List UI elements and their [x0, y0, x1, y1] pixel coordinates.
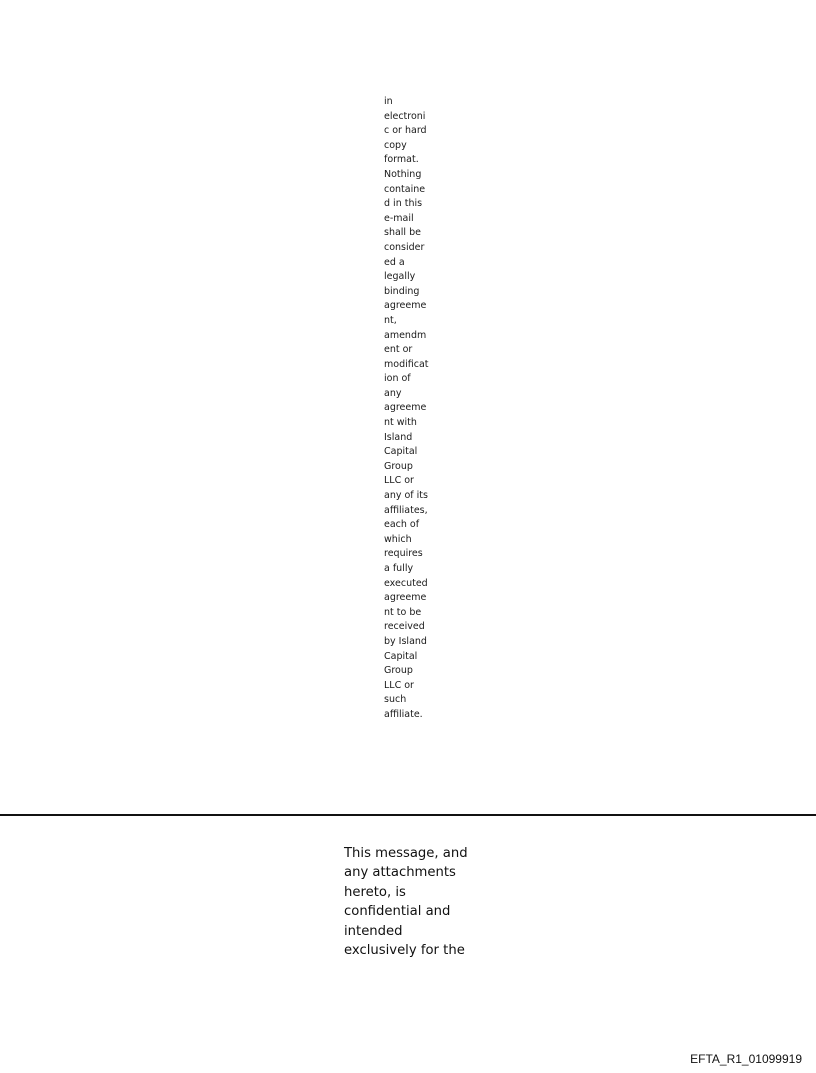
disclaimer-line: such — [384, 694, 407, 706]
notice-line: hereto, is — [344, 884, 406, 900]
notice-line: intended — [344, 923, 403, 939]
disclaimer-line: consider — [384, 241, 425, 253]
document-id: EFTA_R1_01099919 — [690, 1052, 802, 1066]
disclaimer-line: amendm — [384, 329, 427, 341]
disclaimer-line: Capital — [384, 446, 418, 458]
notice-line: any attachments — [344, 865, 456, 881]
disclaimer-line: electroni — [384, 110, 426, 122]
disclaimer-line: executed — [384, 577, 428, 589]
disclaimer-line: containe — [384, 183, 426, 195]
disclaimer-line: Island — [384, 431, 413, 443]
notice-line: This message, and — [344, 846, 468, 861]
disclaimer-line: d in this — [384, 198, 423, 210]
disclaimer-line: which — [384, 533, 412, 545]
disclaimer-line: affiliates, — [384, 504, 428, 516]
confidentiality-notice — [344, 844, 484, 960]
disclaimer-line: by Island — [384, 635, 427, 647]
disclaimer-line: binding — [384, 285, 420, 297]
disclaimer-line: Group — [384, 665, 413, 677]
disclaimer-line: LLC or — [384, 679, 414, 691]
notice-line: exclusively for the — [344, 943, 465, 959]
disclaimer-line: Group — [384, 460, 413, 472]
disclaimer-line: ion of — [384, 373, 411, 385]
disclaimer-line: agreeme — [384, 592, 427, 604]
disclaimer-line: shall be — [384, 227, 421, 239]
disclaimer-line: modificat — [384, 358, 429, 370]
disclaimer-line: legally — [384, 271, 416, 283]
disclaimer-line: a fully — [384, 563, 414, 574]
disclaimer-line: any — [384, 387, 402, 399]
disclaimer-line: LLC or — [384, 475, 414, 487]
disclaimer-line: affiliate. — [384, 708, 423, 720]
disclaimer-line: copy — [384, 139, 407, 151]
horizontal-divider — [0, 814, 816, 816]
disclaimer-line: ed a — [384, 256, 405, 268]
disclaimer-line: agreeme — [384, 402, 427, 414]
disclaimer-line: in — [384, 96, 393, 107]
disclaimer-line: e-mail — [384, 212, 414, 224]
disclaimer-line: any of its — [384, 490, 428, 502]
disclaimer-line: nt with — [384, 417, 417, 429]
disclaimer-line: c or hard — [384, 125, 427, 137]
disclaimer-line: nt to be — [384, 606, 422, 618]
disclaimer-line: Nothing — [384, 168, 422, 180]
disclaimer-line: format. — [384, 154, 419, 166]
disclaimer-line: ent or — [384, 344, 413, 356]
disclaimer-line: nt, — [384, 314, 397, 326]
disclaimer-line: agreeme — [384, 300, 427, 312]
disclaimer-line: Capital — [384, 650, 418, 662]
notice-line: confidential and — [344, 904, 451, 920]
disclaimer-line: received — [384, 621, 425, 633]
disclaimer-text-column — [384, 95, 444, 723]
disclaimer-line: each of — [384, 519, 420, 531]
disclaimer-line: requires — [384, 548, 423, 560]
